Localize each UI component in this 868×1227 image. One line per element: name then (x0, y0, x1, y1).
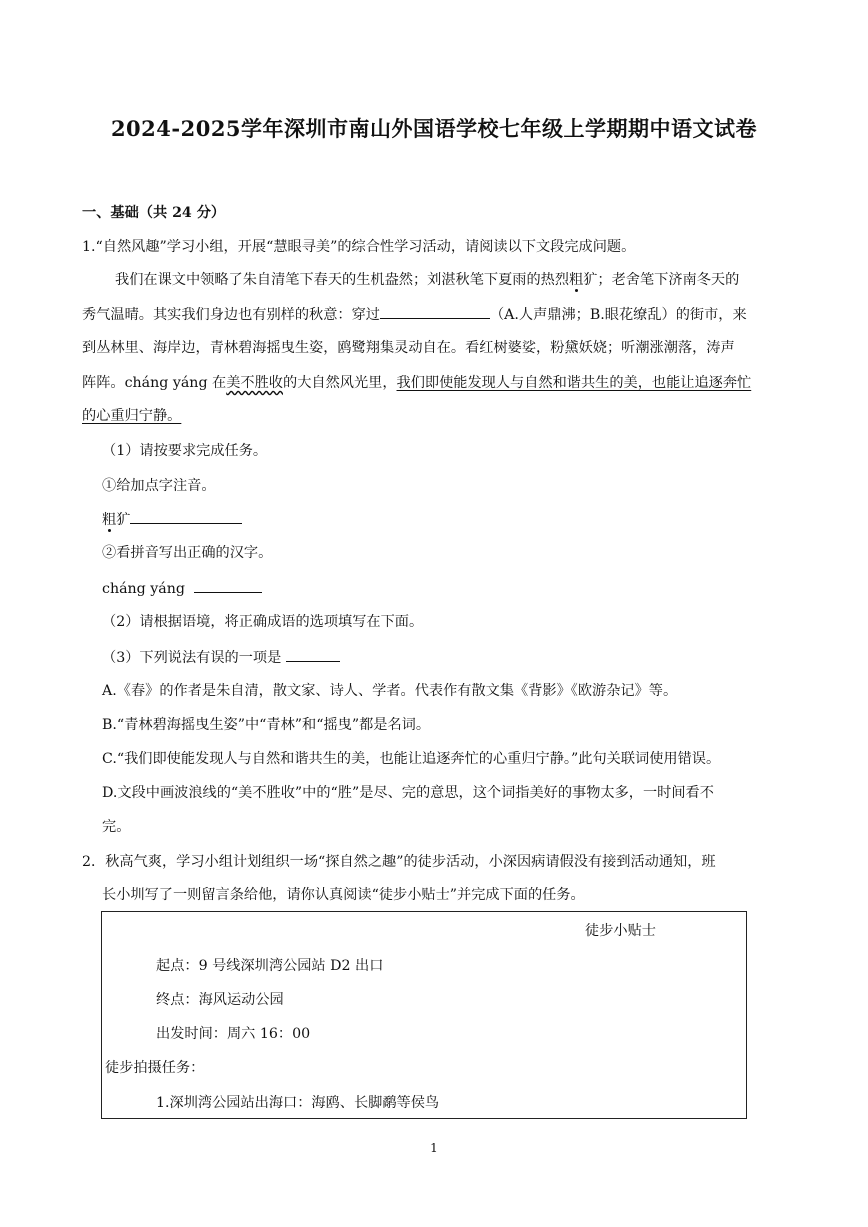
passage-text: 的大自然风光里， (283, 375, 397, 391)
start-point: 起点：9 号线深圳湾公园站 D2 出口 (156, 958, 384, 974)
underlined-sentence: 我们即使能发现人与自然和谐共生的美，也能让追逐奔忙 (396, 375, 752, 391)
passage-text: 犷 (583, 272, 598, 288)
subquestion-1: （1）请按要求完成任务。 (102, 443, 268, 459)
hiking-tips-box (101, 911, 747, 1119)
passage-line-4 (82, 373, 751, 393)
word-rest: 犷 (116, 512, 131, 528)
passage-line-3: 到丛林里、海岸边，青林碧海摇曳生姿，鸥鹭翔集灵动自在。看红树婆娑，粉黛妖娆；听潮涨潮落，涛声 (82, 340, 735, 356)
task-1a: ①给加点字注音。 (102, 478, 216, 494)
answer-blank[interactable] (380, 304, 490, 319)
passage-line-1 (115, 270, 739, 290)
question-2-line-1: 2．秋高气爽，学习小组计划组织一场“探自然之趣”的徒步活动，小深因病请假没有接到活动通知，班 (82, 854, 716, 870)
option-d: D.文段中画波浪线的“美不胜收”中的“胜”是尽、完的意思，这个词指美好的事物太多，一时间看不 (102, 785, 714, 801)
pinyin-line (102, 578, 262, 599)
pinyin-text: cháng yáng (102, 581, 185, 597)
subquestion-2: （2）请根据语境，将正确成语的选项填写在下面。 (102, 614, 424, 630)
answer-blank[interactable] (130, 509, 242, 524)
page-title: 2024-2025学年深圳市南山外国语学校七年级上学期期中语文试卷 (110, 116, 758, 141)
subquestion-3-text: （3）下列说法有误的一项是 (102, 650, 282, 666)
option-d-continued: 完。 (102, 819, 131, 835)
answer-blank[interactable] (286, 647, 340, 662)
pinyin-task-word (102, 509, 242, 530)
question-2-line-2: 长小圳写了一则留言条给他，请你认真阅读“徒步小贴士”并完成下面的任务。 (102, 887, 585, 903)
dotted-character: 粗 (102, 512, 117, 528)
dotted-character: 粗 (569, 272, 584, 288)
box-title: 徒步小贴士 (585, 923, 656, 939)
question-1-stem: 1.“自然风趣”学习小组，开展“慧眼寻美”的综合性学习活动，请阅读以下文段完成问题。 (82, 239, 636, 255)
wavy-underlined-text: 美不胜收 (226, 375, 283, 391)
task-heading: 徒步拍摄任务： (105, 1060, 205, 1076)
end-point: 终点：海风运动公园 (156, 992, 284, 1008)
task-item: 1.深圳湾公园站出海口：海鸥、长脚鹬等侯鸟 (156, 1095, 440, 1111)
departure-time: 出发时间：周六 16：00 (156, 1026, 311, 1042)
option-c: C.“我们即使能发现人与自然和谐共生的美，也能让追逐奔忙的心重归宁静。”此句关联词使用错误。 (102, 751, 721, 767)
option-a: A.《春》的作者是朱自清，散文家、诗人、学者。代表作有散文集《背影》《欧游杂记》等。 (102, 683, 678, 699)
passage-line-5 (82, 406, 181, 426)
passage-text: 秀气温晴。其实我们身边也有别样的秋意：穿过 (82, 307, 380, 323)
passage-line-2 (82, 304, 747, 325)
answer-blank[interactable] (194, 578, 262, 593)
passage-text: 阵阵。cháng yáng 在 (82, 375, 227, 391)
subquestion-3 (102, 647, 340, 668)
underlined-sentence: 的心重归宁静。 (82, 408, 182, 424)
task-1b: ②看拼音写出正确的汉字。 (102, 545, 273, 561)
passage-text: ；老舍笔下济南冬天的 (597, 272, 740, 288)
section-heading: 一、基础（共 24 分） (82, 205, 226, 221)
option-b: B.“青林碧海摇曳生姿”中“青林”和“摇曳”都是名词。 (102, 717, 431, 733)
passage-text: （A.人声鼎沸；B.眼花缭乱）的街市，来 (489, 307, 747, 323)
page-number: 1 (430, 1141, 438, 1155)
passage-text: 我们在课文中领略了朱自清笔下春天的生机盎然；刘湛秋笔下夏雨的热烈 (115, 272, 570, 288)
